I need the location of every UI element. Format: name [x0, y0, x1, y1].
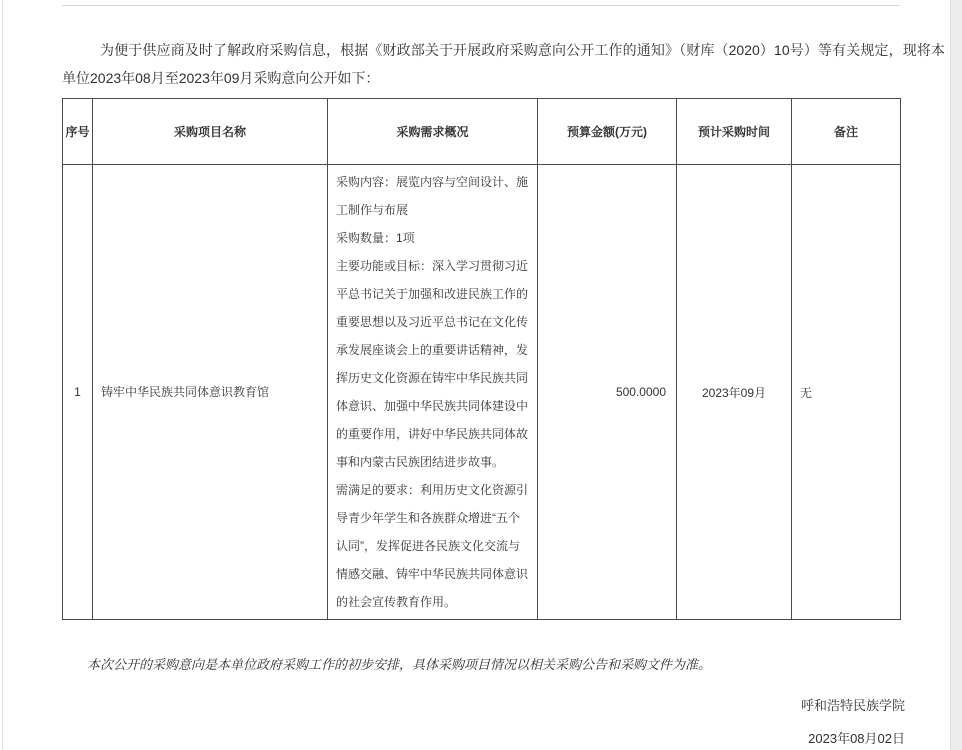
requirement-line-demand: 需满足的要求：利用历史文化资源引导青少年学生和各族群众增进“五个认同”，发挥促进各民族文化交流与情感交融、铸牢中华民族共同体意识的社会宣传教育作用。	[336, 483, 529, 609]
procurement-intention-table	[62, 98, 901, 620]
top-divider	[62, 5, 900, 6]
cell-row-index: 1	[63, 165, 93, 620]
col-header-remark: 备注	[792, 99, 901, 165]
table-header-row	[63, 99, 901, 165]
col-header-project-name: 采购项目名称	[93, 99, 328, 165]
disclaimer-note: 本次公开的采购意向是本单位政府采购工作的初步安排，具体采购项目情况以相关采购公告和采购文件为准。	[87, 657, 712, 672]
signature-date: 2023年08月02日	[808, 731, 905, 746]
col-header-budget: 预算金额(万元)	[538, 99, 677, 165]
col-header-requirement: 采购需求概况	[328, 99, 538, 165]
announcement-content	[62, 5, 945, 747]
signature-org-name: 呼和浩特民族学院	[800, 698, 905, 713]
page-right-gutter	[950, 0, 962, 750]
cell-project-name: 铸牢中华民族共同体意识教育馆	[93, 165, 328, 620]
requirement-line-goal: 主要功能或目标：深入学习贯彻习近平总书记关于加强和改进民族工作的重要思想以及习近平总书记在文化传承发展座谈会上的重要讲话精神，发挥历史文化资源在铸牢中华民族共同体意识、加强中华民族共同体建设中的重要作用，讲好中华民族共同体故事和内蒙古民族团结进步故事。	[336, 259, 529, 469]
table-row	[63, 165, 901, 620]
cell-requirement-overview	[328, 165, 538, 620]
intro-paragraph: 为便于供应商及时了解政府采购信息，根据《财政部关于开展政府采购意向公开工作的通知》（财库（2020）10号）等有关规定，现将本单位2023年08月至2023年09月采购意向公开如下：	[62, 42, 945, 86]
cell-budget-amount: 500.0000	[538, 165, 677, 620]
requirement-line-content: 采购内容：展览内容与空间设计、施工制作与布展	[336, 175, 529, 217]
col-header-index: 序号	[63, 99, 93, 165]
cell-remark: 无	[792, 165, 901, 620]
page-left-edge-line	[2, 0, 3, 750]
requirement-line-quantity: 采购数量：1项	[336, 231, 415, 245]
cell-expected-time: 2023年09月	[677, 165, 792, 620]
col-header-time: 预计采购时间	[677, 99, 792, 165]
